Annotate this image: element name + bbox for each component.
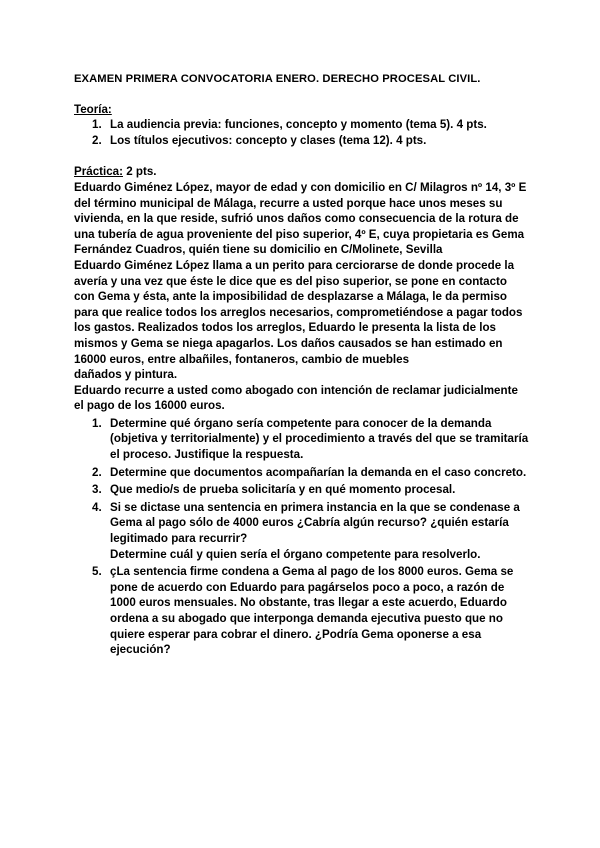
exam-title: EXAMEN PRIMERA CONVOCATORIA ENERO. DERECHO PROCESAL CIVIL. bbox=[74, 73, 481, 85]
question-item bbox=[74, 416, 530, 463]
question-text: Que medio/s de prueba solicitaría y en qué momento procesal. bbox=[110, 483, 456, 497]
case-paragraph: Eduardo Giménez López, mayor de edad y con domicilio en C/ Milagros nº 14, 3º E del término municipal de Málaga, recurre a usted porque hace unos meses su vivienda, en la que reside, sufrió unos daños como consecuencia de la rotura de una tubería de agua proveniente del piso superior, 4º E, cuya propietaria es Gema Fernández Cuadros, quién tiene su domicilio en C/Molinete, Sevilla bbox=[74, 180, 527, 257]
case-paragraph: Eduardo recurre a usted como abogado con intención de reclamar judicialmente el pago de los 16000 euros. bbox=[74, 383, 518, 413]
practice-heading-label: Práctica: bbox=[74, 165, 123, 179]
question-followup: Determine cuál y quien sería el órgano competente para resolverlo. bbox=[110, 547, 481, 561]
theory-item bbox=[74, 117, 530, 133]
case-paragraph: Eduardo Giménez López llama a un perito para cerciorarse de donde procede la avería y una vez que éste le dice que es del piso superior, se pone en contacto con Gema y ésta, ante la imposibilidad de desplazarse a Málaga, le da permiso para que realice todos los arreglos necesarios, comprometiéndose a pagar todos los gastos. Realizados todos los arreglos, Eduardo le presenta la lista de los mismos y Gema se niega apagarlos. Los daños causados se han estimado en 16000 euros, entre albañiles, fontaneros, cambio de muebles bbox=[74, 258, 523, 366]
questions-list bbox=[74, 416, 530, 658]
question-item bbox=[74, 482, 530, 498]
case-paragraph: dañados y pintura. bbox=[74, 368, 178, 382]
question-number: 5. bbox=[92, 565, 102, 579]
theory-list bbox=[74, 117, 530, 148]
practice-heading bbox=[74, 164, 530, 180]
question-item bbox=[74, 465, 530, 481]
theory-heading: Teoría: bbox=[74, 102, 112, 116]
theory-item-text: Los títulos ejecutivos: concepto y clases (tema 12). 4 pts. bbox=[110, 133, 427, 147]
theory-item-number: 2. bbox=[92, 133, 102, 147]
theory-item-text: La audiencia previa: funciones, concepto y momento (tema 5). 4 pts. bbox=[110, 118, 487, 132]
question-item bbox=[74, 564, 530, 658]
exam-page bbox=[74, 72, 530, 658]
question-number: 3. bbox=[92, 483, 102, 497]
theory-item bbox=[74, 133, 530, 149]
question-text: Determine que documentos acompañarían la demanda en el caso concreto. bbox=[110, 465, 527, 479]
question-number: 1. bbox=[92, 416, 102, 430]
practice-points: 2 pts. bbox=[122, 165, 157, 179]
question-number: 2. bbox=[92, 465, 102, 479]
question-number: 4. bbox=[92, 500, 102, 514]
question-item bbox=[74, 500, 530, 562]
theory-item-number: 1. bbox=[92, 118, 102, 132]
question-text: Determine qué órgano sería competente para conocer de la demanda (objetiva y territorialmente) y el procedimiento a través del que se tramitaría el proceso. Justifique la respuesta. bbox=[110, 416, 529, 462]
question-text: Si se dictase una sentencia en primera instancia en la que se condenase a Gema al pago sólo de 4000 euros ¿Cabría algún recurso? ¿quién estaría legitimado para recurrir? bbox=[110, 500, 520, 546]
question-text: çLa sentencia firme condena a Gema al pago de los 8000 euros. Gema se pone de acuerdo con Eduardo para pagárselos poco a poco, a razón de 1000 euros mensuales. No obstante, tras llegar a este acuerdo, Eduardo ordena a su abogado que interponga demanda ejecutiva puesto que no quiere esperar para cobrar el dinero. ¿Podría Gema oponerse a esa ejecución? bbox=[110, 565, 514, 657]
